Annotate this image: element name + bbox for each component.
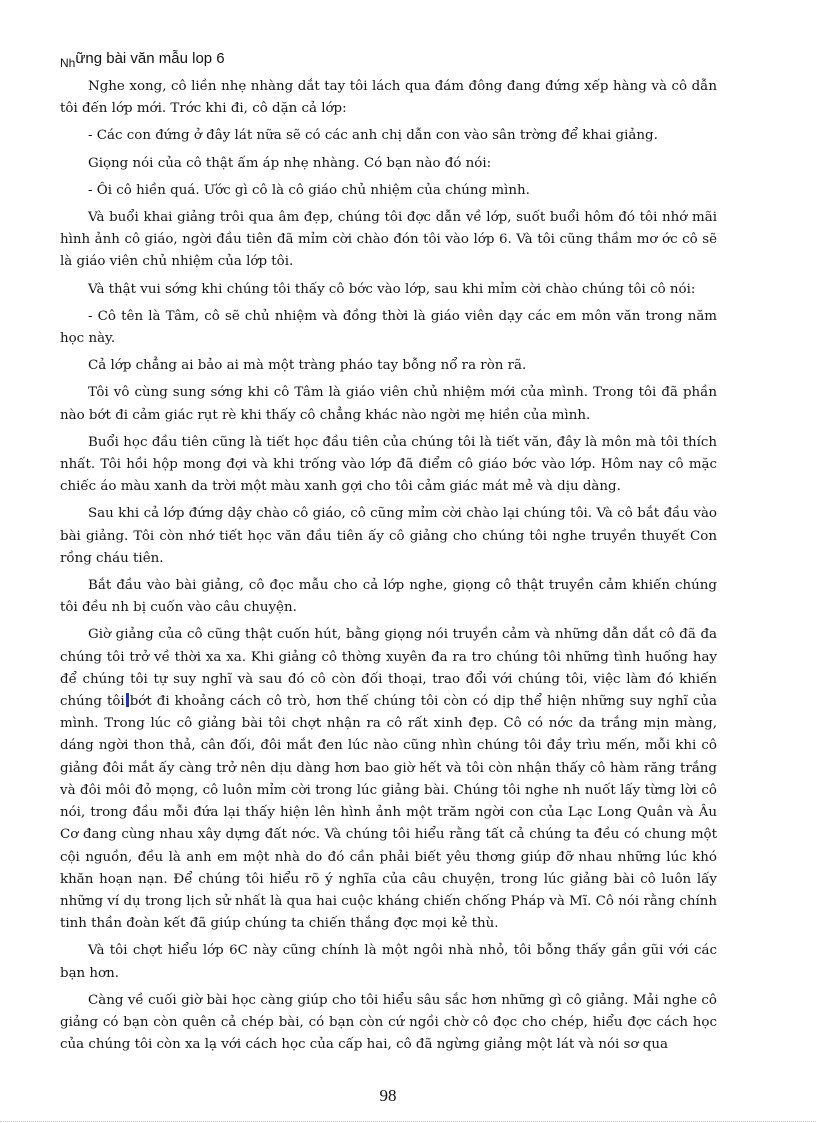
paragraph: Buổi học đầu tiên cũng là tiết học đầu tiên của chúng tôi là tiết văn, đây là môn mà tôi thích nhất. Tôi hồi hộp mong đợi và khi trống vào lớp đã điểm cô giáo bớc vào lớp. Hôm nay cô mặc chiếc áo màu xanh da trời một màu xanh gợi cho tôi cảm giác mát mẻ và dịu dàng. (60, 434, 717, 495)
paragraph: Và thật vui sớng khi chúng tôi thấy cô bớc vào lớp, sau khi mỉm cời chào chúng tôi cô nói: (88, 281, 696, 297)
paragraph: - Ôi cô hiền quá. Ước gì cô là cô giáo chủ nhiệm của chúng mình. (88, 182, 530, 198)
paragraph: Sau khi cả lớp đứng dậy chào cô giáo, cô cũng mỉm cời chào lại chúng tôi. Và cô bắt đầu vào bài giảng. Tôi còn nhớ tiết học văn đầu tiên ấy cô giảng cho chúng tôi nghe truyền thuyết Con rồng cháu tiên. (60, 506, 717, 566)
paragraph-long-part1: Giờ giảng của cô cũng thật cuốn hút, bằng giọng nói truyền cảm và những dẫn dắt cô đã đa chúng tôi trở về thời xa xa. Khi giảng cô thờng xuyên đa ra tro chúng tôi những tình huống hay để chúng tôi tự suy nghĩ và sau đó cô còn đối thoại, trao đổi với chúng tôi, việc làm đó khiến chúng tôi (60, 627, 717, 710)
paragraph: Và buổi khai giảng trôi qua âm đẹp, chúng tôi đợc dẫn về lớp, suốt buổi hôm đó tôi nhớ mãi hình ảnh cô giáo, ngời đầu tiên đã mỉm cời chào đón tôi vào lớp 6. Và tôi cũng thầm mơ ớc cô sẽ là giáo viên chủ nhiệm của lớp tôi. (60, 210, 717, 270)
paragraph: Càng về cuối giờ bài học càng giúp cho tôi hiểu sâu sắc hơn những gì cô giảng. Mải nghe cô giảng có bạn còn quên cả chép bài, có bạn còn cứ ngồi chờ cô đọc cho chép, hiểu đợc cách học của chúng tôi còn xa lạ với cách học của cấp hai, cô đã ngừng giảng một lát và nói sơ qua (60, 992, 717, 1053)
paragraph: - Cô tên là Tâm, cô sẽ chủ nhiệm và đồng thời là giáo viên dạy các em môn văn trong năm học này. (60, 308, 717, 347)
text-cursor[interactable] (126, 693, 129, 707)
page-bottom-divider (0, 1121, 816, 1122)
paragraph: Nghe xong, cô liền nhẹ nhàng dắt tay tôi lách qua đám đông đang đứng xếp hàng và cô dẫn tôi đến lớp mới. Trớc khi đi, cô dặn cả lớp: (60, 79, 717, 117)
page-title-rest: ững bài văn mẫu lop 6 (75, 50, 225, 67)
page-number: 98 (379, 1086, 397, 1105)
paragraph: - Các con đứng ở đây lát nữa sẽ có các anh chị dẫn con vào sân trờng để khai giảng. (88, 128, 658, 144)
document-body (60, 76, 717, 1061)
paragraph: Bắt đầu vào bài giảng, cô đọc mẫu cho cả lớp nghe, giọng cô thật truyền cảm khiến chúng tôi đều nh bị cuốn vào câu chuyện. (60, 578, 717, 616)
page-title (60, 50, 225, 70)
paragraph-long (60, 624, 717, 935)
paragraph: Cả lớp chẳng ai bảo ai mà một tràng pháo tay bỗng nổ ra ròn rã. (88, 358, 527, 374)
page-title-prefix: Nh (60, 56, 76, 70)
paragraph: Tôi vô cùng sung sớng khi cô Tâm là giáo viên chủ nhiệm mới của mình. Trong tôi đã phần nào bớt đi cảm giác rụt rè khi thấy cô chẳng khác nào ngời mẹ hiền của mình. (60, 385, 717, 423)
paragraph-long-part2: bớt đi khoảng cách cô trò, hơn thế chúng tôi còn có dịp thể hiện những suy nghĩ của mình. Trong lúc cô giảng bài tôi chợt nhận ra cô rất xinh đẹp. Cô có nớc da trắng mịn màng, dáng ngời thon thả, cân đối, đôi mắt đen lúc nào cũng nhìn chúng tôi đầy trìu mến, mỗi khi cô giảng đôi mắt ấy càng trở nên dịu dàng hơn bao giờ hết và tôi còn nhận thấy cô hàm răng trắng và đôi môi đỏ mọng, cô luôn mỉm cời trong lúc giảng bài. Chúng tôi nghe nh nuốt lấy từng lời cô nói, trong đầu mỗi đứa lại thấy hiện lên hình ảnh một trăm ngời con của Lạc Long Quân và Âu Cơ đang cùng nhau xây dựng đất nớc. Và chúng tôi hiểu rằng tất cả chúng ta đều có chung một cội nguồn, đều là anh em một nhà do đó cần phải biết yêu thơng giúp đỡ nhau những lúc khó khăn hoạn nạn. Để chúng tôi hiểu rõ ý nghĩa của câu chuyện, trong lúc giảng bài cô luôn lấy những ví dụ trong lịch sử nhất là qua hai cuộc kháng chiến chống Pháp và Mĩ. Cô nói rằng chính tinh thần đoàn kết đã giúp chúng ta chiến thắng đợc mọi kẻ thù. (60, 694, 717, 932)
paragraph: Và tôi chợt hiểu lớp 6C này cũng chính là một ngôi nhà nhỏ, tôi bỗng thấy gần gũi với các bạn hơn. (60, 943, 717, 981)
paragraph: Giọng nói của cô thật ấm áp nhẹ nhàng. Có bạn nào đó nói: (88, 155, 492, 171)
